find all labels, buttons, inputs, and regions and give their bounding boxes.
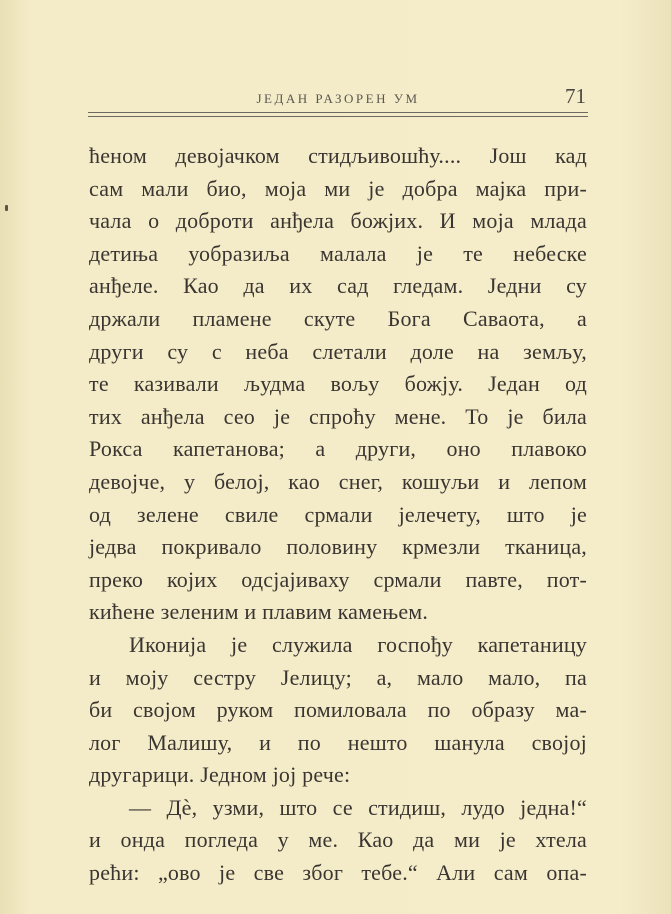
text-line: чала о доброти анђела божјих. И моја млада bbox=[89, 208, 587, 234]
page-header bbox=[88, 82, 588, 112]
header-rule-bottom bbox=[88, 116, 588, 117]
text-line: рећи: „ово је све због тебе.“ Али сам опа- bbox=[89, 860, 587, 886]
text-line: кићене зеленим и плавим камењем. bbox=[89, 599, 429, 625]
text-line: од зелене свиле срмали јелечету, што је bbox=[89, 501, 587, 527]
text-line: би својом руком помиловала по образу ма- bbox=[89, 697, 587, 723]
text-line: ћеном девојачком стидљивошћу.... Још кад bbox=[89, 143, 587, 168]
running-head: ЈЕДАН РАЗОРЕН УМ bbox=[256, 91, 420, 106]
text-line: те казивали људма вољу божју. Један од bbox=[89, 371, 587, 397]
page-number: 71 bbox=[565, 84, 586, 108]
text-line: други су с неба слетали доле на земљу, bbox=[89, 338, 587, 364]
text-line: и онда погледа у ме. Као да ми је хтела bbox=[89, 827, 587, 853]
text-line: преко којих одсјајиваху срмали павте, пот- bbox=[89, 566, 587, 592]
text-line: једва покривало половину крмезли тканица, bbox=[89, 534, 587, 560]
text-line: девојче, у белој, као снег, кошуљи и лепом bbox=[89, 468, 587, 494]
text-line: другарици. Једном јој рече: bbox=[89, 762, 351, 788]
text-line: детиња уобразиља малала је те небеске bbox=[89, 240, 587, 266]
text-line: лог Малишу, и по нешто шанула својој bbox=[89, 729, 587, 755]
text-line: — Дè, узми, што се стидиш, лудо једна!“ bbox=[129, 794, 587, 820]
text-line: тих анђела сео је спроћу мене. То је била bbox=[89, 403, 587, 429]
text-line: сам мали био, моја ми је добра мајка при- bbox=[89, 175, 587, 201]
text-line: Рокса капетанова; а други, оно плавоко bbox=[89, 436, 587, 462]
margin-mark bbox=[5, 205, 8, 211]
text-line: Иконија је служила госпођу капетаницу bbox=[129, 631, 587, 657]
header-rule-top bbox=[88, 112, 588, 113]
text-line: држали пламене скуте Бога Саваота, а bbox=[89, 305, 587, 331]
text-line: и моју сестру Јелицу; а, мало мало, па bbox=[89, 664, 587, 690]
body-text bbox=[89, 140, 587, 890]
text-line: анђеле. Као да их сад гледам. Једни су bbox=[89, 273, 587, 299]
